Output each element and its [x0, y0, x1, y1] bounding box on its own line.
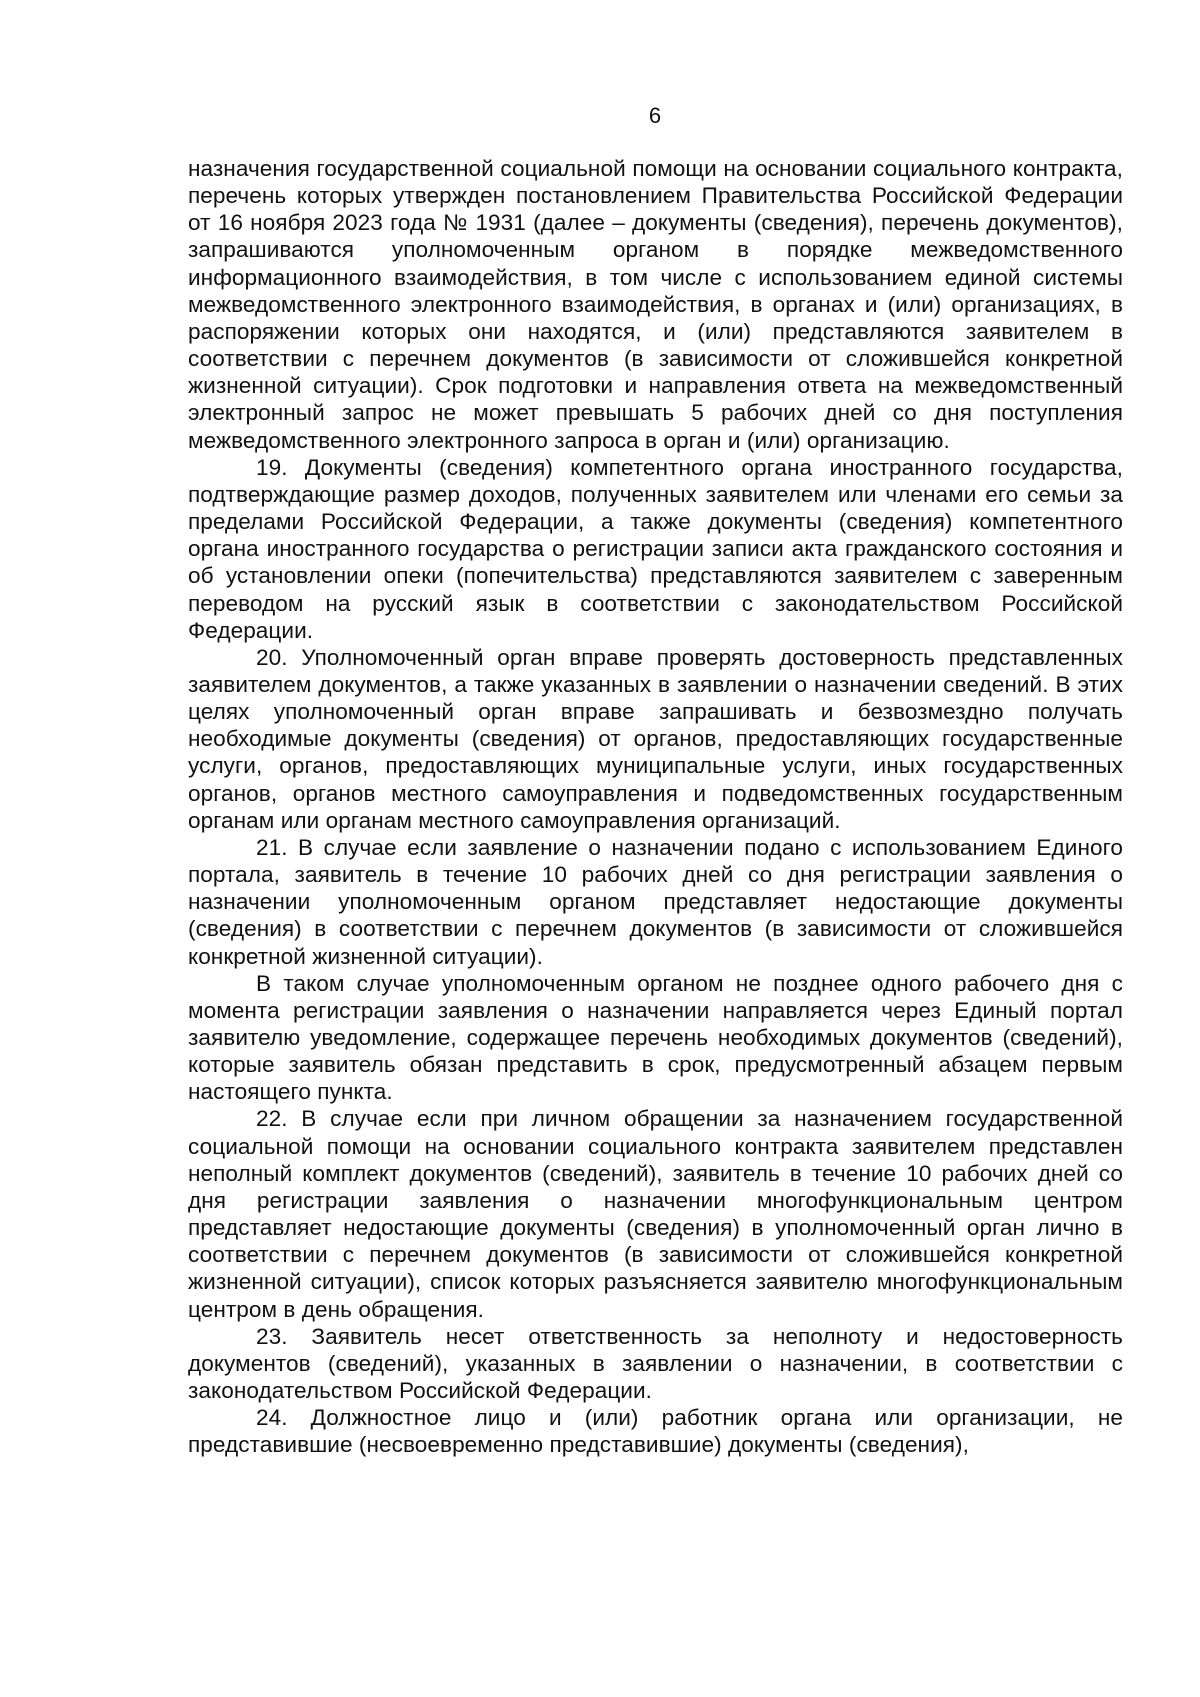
- paragraph-22: 22. В случае если при личном обращении за назначением государственной социальной помощи на основании социального контракта заявителем представлен неполный комплект документов (сведений), заявитель в течение 10 рабочих дней со дня регистрации заявления о назначении многофункциональным центром представляет недостающие документы (сведения) в уполномоченный орган лично в соответствии с перечнем документов (в зависимости от сложившейся конкретной жизненной ситуации), список которых разъясняется заявителю многофункциональным центром в день обращения.: [188, 1106, 1123, 1322]
- paragraph-23: 23. Заявитель несет ответственность за неполноту и недостоверность документов (сведений), указанных в заявлении о назначении, в соответствии с законодательством Российской Федерации.: [188, 1323, 1123, 1404]
- paragraph-continuation: назначения государственной социальной помощи на основании социального контракта, перечень которых утвержден постановлением Правительства Российской Федерации от 16 ноября 2023 года № 1931 (далее – документы (сведения), перечень документов), запрашиваются уполномоченным органом в порядке межведомственного информационного взаимодействия, в том числе с использованием единой системы межведомственного электронного взаимодействия, в органах и (или) организациях, в распоряжении которых они находятся, и (или) представляются заявителем в соответствии с перечнем документов (в зависимости от сложившейся конкретной жизненной ситуации). Срок подготовки и направления ответа на межведомственный электронный запрос не может превышать 5 рабочих дней со дня поступления межведомственного электронного запроса в орган и (или) организацию.: [188, 156, 1123, 453]
- paragraph-21: 21. В случае если заявление о назначении подано с использованием Единого портала, заявитель в течение 10 рабочих дней со дня регистрации заявления о назначении уполномоченным органом представляет недостающие документы (сведения) в соответствии с перечнем документов (в зависимости от сложившейся конкретной жизненной ситуации).: [188, 834, 1123, 969]
- paragraph-21-second: В таком случае уполномоченным органом не позднее одного рабочего дня с момента регистрации заявления о назначении направляется через Единый портал заявителю уведомление, содержащее перечень необходимых документов (сведений), которые заявитель обязан представить в срок, предусмотренный абзацем первым настоящего пункта.: [188, 970, 1123, 1105]
- page-number: 6: [648, 103, 662, 128]
- paragraph-19: 19. Документы (сведения) компетентного органа иностранного государства, подтверждающие размер доходов, полученных заявителем или членами его семьи за пределами Российской Федерации, а также документы (сведения) компетентного органа иностранного государства о регистрации записи акта гражданского состояния и об установлении опеки (попечительства) представляются заявителем с заверенным переводом на русский язык в соответствии с законодательством Российской Федерации.: [188, 454, 1123, 643]
- document-body: [188, 155, 1123, 1459]
- paragraph-20: 20. Уполномоченный орган вправе проверять достоверность представленных заявителем документов, а также указанных в заявлении о назначении сведений. В этих целях уполномоченный орган вправе запрашивать и безвозмездно получать необходимые документы (сведения) от органов, предоставляющих государственные услуги, органов, предоставляющих муниципальные услуги, иных государственных органов, органов местного самоуправления и подведомственных государственным органам или органам местного самоуправления организаций.: [188, 644, 1123, 833]
- paragraph-24: 24. Должностное лицо и (или) работник органа или организации, не представившие (несвоевременно представившие) документы (сведения),: [188, 1405, 1123, 1458]
